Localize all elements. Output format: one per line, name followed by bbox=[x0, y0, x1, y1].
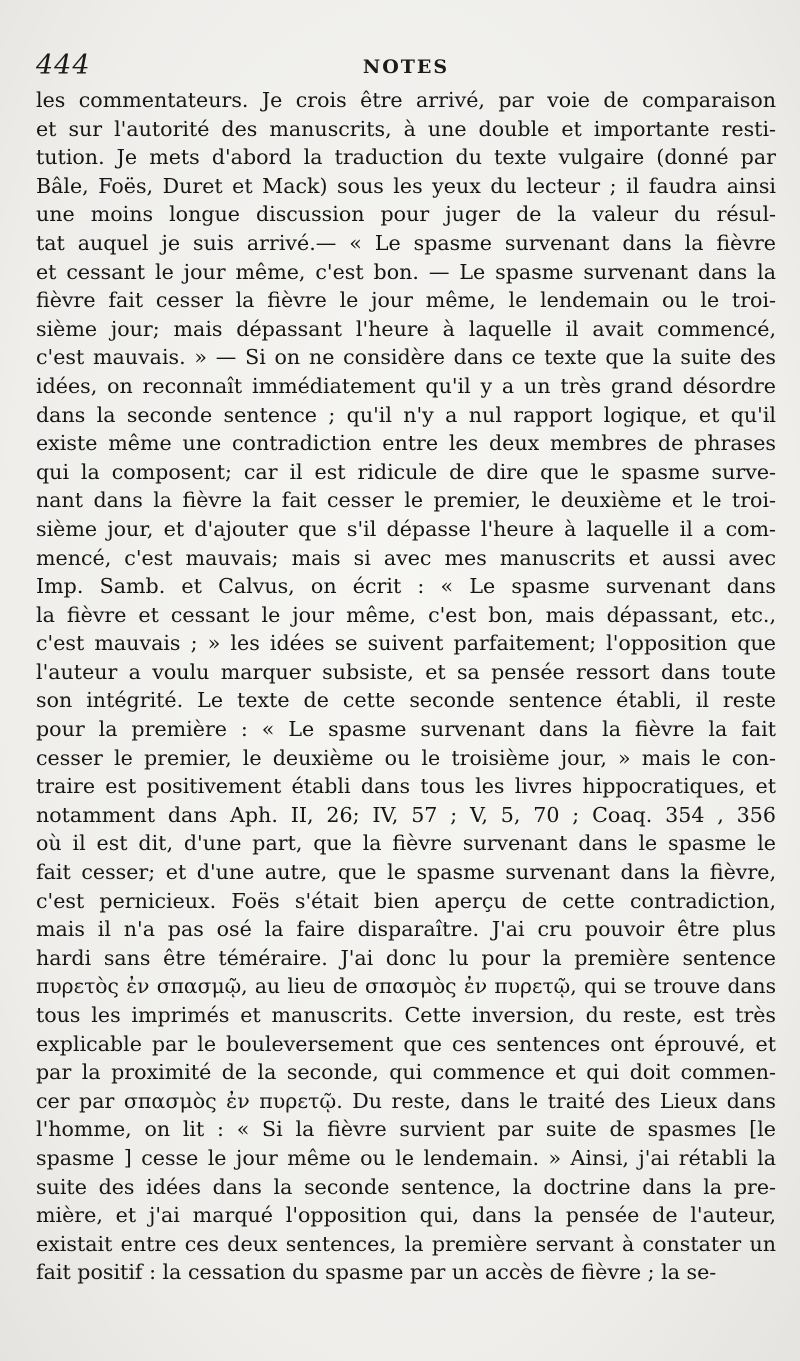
text-line: notamment dans Aph. II, 26; IV, 57 ; V, 5, 70 ; Coaq. 354 , 356 bbox=[36, 802, 776, 827]
text-line: pour la première : « Le spasme survenant dans la fièvre la fait bbox=[36, 717, 776, 742]
text-line: existait entre ces deux sentences, la première servant à constater un bbox=[36, 1231, 776, 1256]
text-line: idées, on reconnaît immédiatement qu'il y a un très grand désordre bbox=[36, 373, 776, 398]
text-line: l'homme, on lit : « Si la fièvre survient par suite de spasmes [le bbox=[36, 1117, 776, 1142]
text-line: spasme ] cesse le jour même ou le lendemain. » Ainsi, j'ai rétabli la bbox=[36, 1145, 776, 1170]
text-line: Imp. Samb. et Calvus, on écrit : « Le spasme survenant dans bbox=[36, 574, 776, 599]
text-line: et cessant le jour même, c'est bon. — Le spasme survenant dans la bbox=[36, 259, 776, 284]
text-line: sième jour, et d'ajouter que s'il dépasse l'heure à laquelle il a com- bbox=[36, 516, 776, 541]
text-line: Bâle, Foës, Duret et Mack) sous les yeux du lecteur ; il faudra ainsi bbox=[36, 173, 776, 198]
text-line: nant dans la fièvre la fait cesser le premier, le deuxième et le troi- bbox=[36, 488, 776, 513]
text-line: l'auteur a voulu marquer subsiste, et sa pensée ressort dans toute bbox=[36, 659, 776, 684]
page-header bbox=[36, 50, 776, 86]
running-title: NOTES bbox=[362, 56, 450, 78]
text-line: tution. Je mets d'abord la traduction du texte vulgaire (donné par bbox=[36, 145, 776, 170]
text-line: tous les imprimés et manuscrits. Cette inversion, du reste, est très bbox=[36, 1003, 776, 1027]
text-line: mencé, c'est mauvais; mais si avec mes manuscrits et aussi avec bbox=[36, 545, 776, 570]
text-line: fait positif : la cessation du spasme par un accès de fièvre ; la se- bbox=[36, 1260, 717, 1285]
text-line: fait cesser; et d'une autre, que le spasme survenant dans la fièvre, bbox=[36, 860, 776, 885]
text-line: les commentateurs. Je crois être arrivé, par voie de comparaison bbox=[36, 88, 776, 112]
text-line: c'est mauvais. » — Si on ne considère dans ce texte que la suite des bbox=[36, 345, 776, 370]
text-line: fièvre fait cesser la fièvre le jour même, le lendemain ou le troi- bbox=[36, 288, 776, 313]
text-line: qui la composent; car il est ridicule de dire que le spasme surve- bbox=[36, 459, 776, 484]
text-line: la fièvre et cessant le jour même, c'est bon, mais dépassant, etc., bbox=[36, 602, 776, 627]
text-line: cesser le premier, le deuxième ou le troisième jour, » mais le con- bbox=[36, 745, 776, 770]
text-line: et sur l'autorité des manuscrits, à une double et importante resti- bbox=[36, 116, 776, 141]
text-line: c'est mauvais ; » les idées se suivent parfaitement; l'opposition que bbox=[36, 631, 776, 656]
text-line: dans la seconde sentence ; qu'il n'y a nul rapport logique, et qu'il bbox=[36, 402, 776, 427]
text-line: traire est positivement établi dans tous les livres hippocratiques, et bbox=[36, 774, 776, 799]
text-line: tat auquel je suis arrivé.— « Le spasme survenant dans la fièvre bbox=[36, 230, 776, 255]
text-line: où il est dit, d'une part, que la fièvre survenant dans le spasme le bbox=[36, 831, 776, 856]
text-line: mais il n'a pas osé la faire disparaître. J'ai cru pouvoir être plus bbox=[36, 917, 776, 942]
text-line: son intégrité. Le texte de cette seconde sentence établi, il reste bbox=[36, 688, 776, 713]
text-line: par la proximité de la seconde, qui commence et qui doit commen- bbox=[36, 1060, 776, 1085]
text-line: existe même une contradiction entre les deux membres de phrases bbox=[36, 431, 776, 456]
text-line: mière, et j'ai marqué l'opposition qui, dans la pensée de l'auteur, bbox=[36, 1203, 776, 1228]
text-line: πυρετὸς ἐν σπασμῷ, au lieu de σπασμὸς ἐν πυρετῷ, qui se trouve dans bbox=[36, 974, 776, 999]
text-line: sième jour; mais dépassant l'heure à laquelle il avait commencé, bbox=[36, 316, 776, 341]
text-line: cer par σπασμὸς ἐν πυρετῷ. Du reste, dans le traité des Lieux dans bbox=[36, 1088, 776, 1113]
text-line: une moins longue discussion pour juger de la valeur du résul- bbox=[36, 202, 776, 227]
text-line: explicable par le bouleversement que ces sentences ont éprouvé, et bbox=[36, 1031, 776, 1056]
page-number: 444 bbox=[36, 50, 91, 81]
text-line: hardi sans être téméraire. J'ai donc lu pour la première sentence bbox=[36, 945, 776, 970]
text-line: suite des idées dans la seconde sentence, la doctrine dans la pre- bbox=[36, 1174, 776, 1199]
body-text bbox=[36, 86, 776, 1287]
text-line: c'est pernicieux. Foës s'était bien aperçu de cette contradiction, bbox=[36, 888, 776, 913]
